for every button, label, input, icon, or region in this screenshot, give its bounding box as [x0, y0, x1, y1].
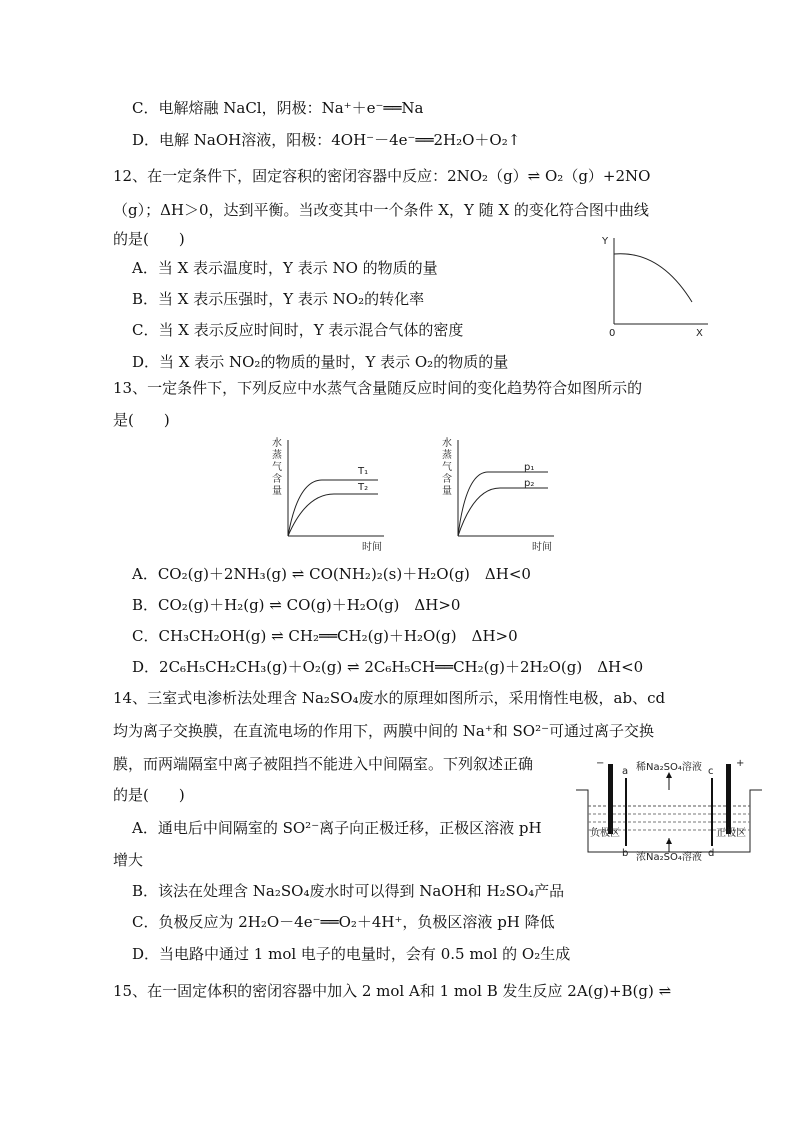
figure-13-left-series-2: T₂ — [358, 482, 369, 493]
question-14-line4: 的是( ) — [113, 786, 185, 804]
option-14a-line2: 增大 — [113, 851, 144, 869]
option-12b: B．当 X 表示压强时，Y 表示 NO₂的转化率 — [132, 290, 425, 308]
option-12d: D．当 X 表示 NO₂的物质的量时，Y 表示 O₂的物质的量 — [132, 353, 509, 371]
figure-13-right-ylabel-3: 气 — [442, 462, 452, 473]
question-13-line2: 是( ) — [113, 411, 170, 429]
question-14-line1: 14、三室式电渗析法处理含 Na₂SO₄废水的原理如图所示，采用惰性电极，ab、cd — [113, 689, 666, 707]
figure-13-right-ylabel-1: 水 — [442, 438, 452, 449]
option-14d: D．当电路中通过 1 mol 电子的电量时，会有 0.5 mol 的 O₂生成 — [132, 945, 571, 963]
figure-13-left — [268, 436, 388, 556]
figure-14-negative-zone: 负极区 — [590, 828, 620, 839]
figure-13-right-ylabel-2: 蒸 — [442, 450, 452, 461]
figure-12-origin-label: 0 — [609, 328, 616, 338]
figure-14-minus-sign: − — [596, 758, 605, 769]
figure-13-left-ylabel-1: 水 — [272, 438, 282, 449]
option-13c: C．CH₃CH₂OH(g) ⇌ CH₂══CH₂(g)＋H₂O(g) ΔH>0 — [132, 627, 518, 645]
option-13b: B．CO₂(g)＋H₂(g) ⇌ CO(g)＋H₂O(g) ΔH>0 — [132, 596, 461, 614]
figure-14-label-a: a — [622, 766, 629, 777]
figure-14-label-b: b — [622, 848, 629, 859]
figure-13-left-ylabel-3: 气 — [272, 462, 282, 473]
question-14-line2: 均为离子交换膜，在直流电场的作用下，两膜中间的 Na⁺和 SO²⁻可通过离子交换 — [113, 722, 655, 740]
figure-14-positive-zone: 正极区 — [716, 828, 746, 839]
question-12-line3: 的是( ) — [113, 230, 185, 248]
question-15-line1: 15、在一固定体积的密闭容器中加入 2 mol A和 1 mol B 发生反应 2A(g)+B(g) ⇌ — [113, 982, 672, 1000]
figure-14-label-c: c — [708, 766, 714, 777]
option-14b: B．该法在处理含 Na₂SO₄废水时可以得到 NaOH和 H₂SO₄产品 — [132, 882, 565, 900]
figure-14-electrodialysis — [574, 756, 764, 862]
option-13d: D．2C₆H₅CH₂CH₃(g)＋O₂(g) ⇌ 2C₆H₅CH══CH₂(g)＋2H₂O(g) ΔH<0 — [132, 658, 644, 676]
question-12-line1: 12、在一定条件下，固定容积的密闭容器中反应：2NO₂（g）⇌ O₂（g）+2NO — [113, 167, 651, 185]
figure-13-right — [438, 436, 558, 556]
option-14c: C．负极反应为 2H₂O－4e⁻══O₂＋4H⁺，负极区溶液 pH 降低 — [132, 913, 555, 931]
option-11d: D．电解 NaOH溶液，阳极：4OH⁻－4e⁻══2H₂O＋O₂↑ — [132, 131, 521, 149]
figure-12-curve — [600, 232, 716, 338]
figure-13-right-ylabel-4: 含 — [442, 474, 452, 485]
figure-13-left-series-1: T₁ — [358, 466, 369, 477]
figure-13-left-ylabel-4: 含 — [272, 474, 282, 485]
option-12c: C．当 X 表示反应时间时，Y 表示混合气体的密度 — [132, 321, 464, 339]
option-11c: C．电解熔融 NaCl，阴极：Na⁺＋e⁻══Na — [132, 99, 424, 117]
figure-13-right-ylabel-5: 量 — [442, 486, 452, 497]
option-13a: A．CO₂(g)＋2NH₃(g) ⇌ CO(NH₂)₂(s)＋H₂O(g) ΔH<0 — [132, 565, 531, 583]
figure-12-y-label: Y — [602, 236, 609, 247]
question-13-line1: 13、一定条件下，下列反应中水蒸气含量随反应时间的变化趋势符合如图所示的 — [113, 379, 643, 397]
option-12a: A．当 X 表示温度时，Y 表示 NO 的物质的量 — [132, 259, 438, 277]
option-14a-line1: A．通电后中间隔室的 SO²⁻离子向正极迁移，正极区溶液 pH — [132, 819, 542, 837]
figure-14-top-solution: 稀Na₂SO₄溶液 — [636, 762, 702, 773]
figure-14-bottom-solution: 浓Na₂SO₄溶液 — [636, 852, 702, 862]
figure-14-label-d: d — [708, 848, 715, 859]
figure-13-left-ylabel-2: 蒸 — [272, 450, 282, 461]
figure-14-plus-sign: + — [736, 758, 745, 769]
figure-13-right-series-1: p₁ — [524, 462, 535, 473]
figure-13-right-series-2: p₂ — [524, 478, 535, 489]
figure-13-right-xlabel: 时间 — [532, 542, 552, 553]
figure-12-x-label: X — [696, 328, 703, 338]
figure-13-left-ylabel-5: 量 — [272, 486, 282, 497]
question-12-line2: （g）；ΔH＞0，达到平衡。当改变其中一个条件 X，Y 随 X 的变化符合图中曲线 — [113, 201, 649, 219]
figure-13-left-xlabel: 时间 — [362, 542, 382, 553]
question-14-line3: 膜，而两端隔室中离子被阻挡不能进入中间隔室。下列叙述正确 — [113, 755, 534, 773]
